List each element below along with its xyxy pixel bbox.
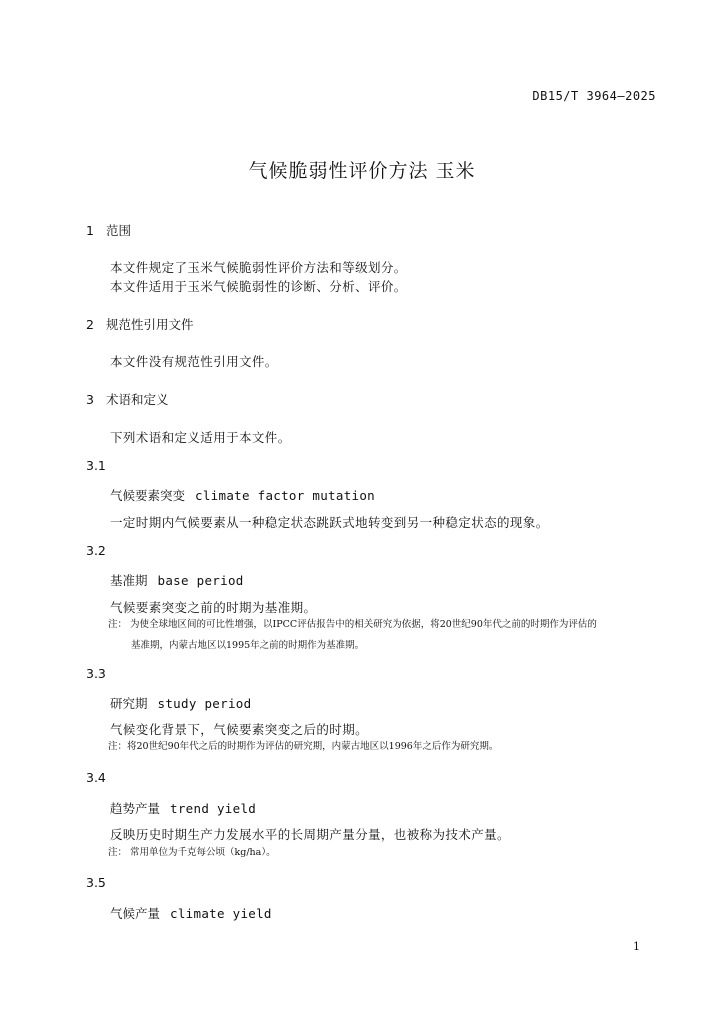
term-note-continuation: 基准期，内蒙古地区以1995年之前的时期作为基准期。 [131, 640, 365, 651]
term-number: 3.2 [86, 543, 106, 558]
term-definition: 一定时期内气候要素从一种稳定状态跳跃式地转变到另一种稳定状态的现象。 [110, 515, 549, 530]
term-chinese: 趋势产量 [110, 801, 161, 816]
paragraph: 本文件没有规范性引用文件。 [110, 354, 278, 369]
term-entry [110, 694, 251, 712]
term-note: 注： 为使全球地区间的可比性增强，以IPCC评估报告中的相关研究为依据，将20世纪90年代之前的时期作为评估的 [108, 619, 597, 630]
term-number: 3.3 [86, 666, 106, 681]
term-chinese: 气候要素突变 [110, 488, 186, 503]
term-number: 3.4 [86, 770, 106, 785]
term-chinese: 气候产量 [110, 906, 161, 921]
section-heading-normative-references [86, 315, 194, 333]
term-chinese: 研究期 [110, 696, 148, 711]
term-note: 注：将20世纪90年代之后的时期作为评估的研究期，内蒙古地区以1996年之后作为研究期。 [108, 741, 499, 752]
paragraph: 本文件规定了玉米气候脆弱性评价方法和等级划分。 [110, 260, 407, 275]
paragraph: 本文件适用于玉米气候脆弱性的诊断、分析、评价。 [110, 279, 407, 294]
section-title: 术语和定义 [106, 392, 169, 407]
term-note: 注： 常用单位为千克每公顷（kg/ha）。 [108, 847, 276, 858]
term-english: climate yield [170, 906, 272, 921]
term-number: 3.5 [86, 875, 106, 890]
term-english: climate factor mutation [195, 488, 376, 503]
term-chinese: 基准期 [110, 573, 148, 588]
term-english: study period [157, 696, 252, 711]
section-number: 1 [86, 223, 94, 238]
paragraph: 下列术语和定义适用于本文件。 [110, 430, 291, 445]
section-title: 规范性引用文件 [106, 317, 194, 332]
section-title: 范围 [106, 223, 132, 238]
section-number: 2 [86, 317, 94, 332]
section-heading-terms [86, 390, 169, 408]
section-number: 3 [86, 392, 94, 407]
page-number: 1 [633, 940, 640, 953]
term-definition: 气候要素突变之前的时期为基准期。 [110, 600, 317, 615]
section-heading-scope [86, 221, 131, 239]
term-entry [110, 799, 256, 817]
term-entry [110, 571, 244, 589]
term-definition: 气候变化背景下，气候要素突变之后的时期。 [110, 722, 369, 737]
term-english: trend yield [170, 801, 257, 816]
document-title: 气候脆弱性评价方法 玉米 [248, 160, 476, 182]
term-definition: 反映历史时期生产力发展水平的长周期产量分量，也被称为技术产量。 [110, 827, 510, 842]
term-entry [110, 486, 375, 504]
term-english: base period [157, 573, 244, 588]
term-number: 3.1 [86, 458, 106, 473]
standard-code: DB15/T 3964—2025 [532, 89, 656, 103]
term-entry [110, 904, 272, 922]
